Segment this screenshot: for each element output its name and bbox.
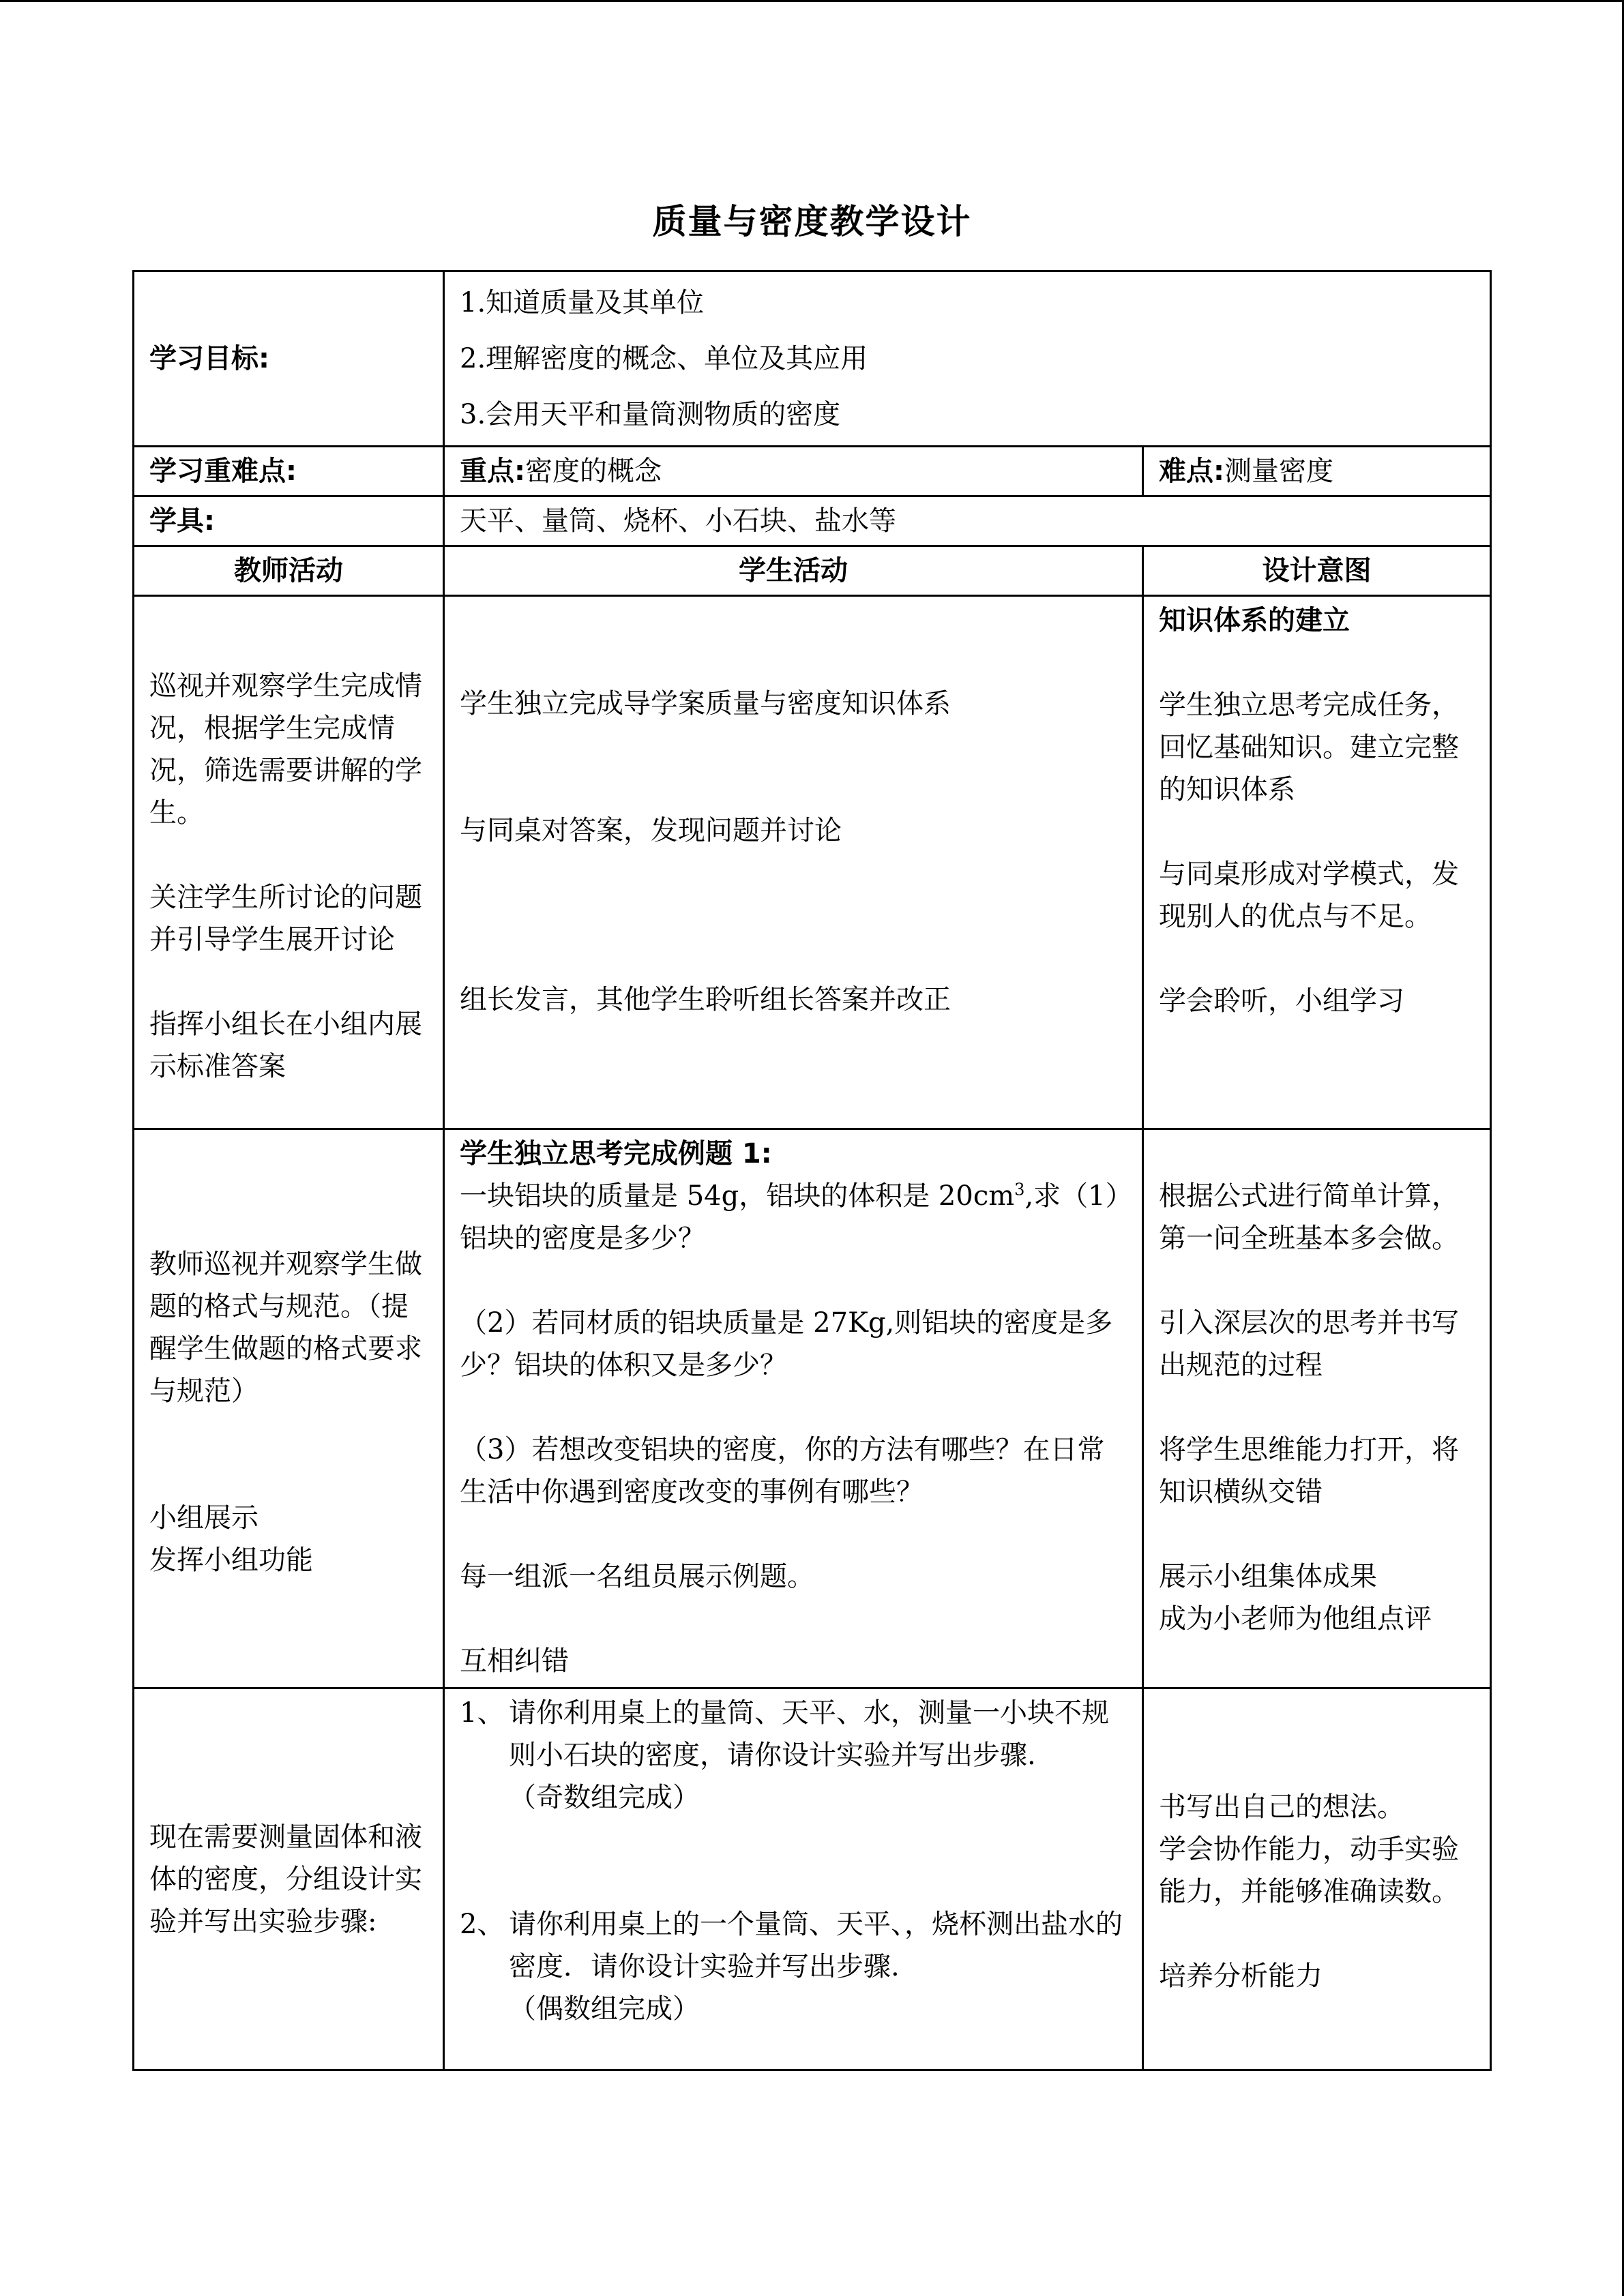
intent-text: 引入深层次的思考并书写出规范的过程: [1159, 1307, 1459, 1381]
task-2: [460, 1903, 1127, 1988]
section-1-row: [134, 596, 1491, 1129]
intent-text: 学会聆听，小组学习: [1159, 985, 1404, 1017]
section-2-student: [444, 1129, 1143, 1688]
objective-item: 3.会用天平和量筒测物质的密度: [460, 399, 841, 430]
focus-text: 密度的概念: [525, 456, 662, 487]
section-1-student: [444, 596, 1143, 1129]
section-2-teacher: [134, 1129, 444, 1688]
task-note: （偶数组完成）: [509, 1993, 700, 2025]
task-text: 请你利用桌上的量筒、天平、水，测量一小块不规则小石块的密度，请你设计实验并写出步骤.: [509, 1697, 1109, 1771]
teacher-text: 发挥小组功能: [149, 1544, 313, 1576]
lesson-plan-table: [132, 270, 1492, 2071]
intent-text: 与同桌形成对学模式，发现别人的优点与不足。: [1159, 859, 1459, 932]
task-number: 2、: [460, 1909, 505, 1940]
teacher-text: 关注学生所讨论的问题并引导学生展开讨论: [149, 881, 422, 955]
difficulty-label: 难点:: [1159, 456, 1224, 487]
document-title: 质量与密度教学设计: [652, 202, 972, 241]
student-text: 组长发言，其他学生聆听组长答案并改正: [460, 984, 951, 1015]
key-points-row: [134, 447, 1491, 496]
question-2: （2）若同材质的铝块质量是 27Kg,则铝块的密度是多少？铝块的体积又是多少？: [460, 1307, 1113, 1381]
question-3: （3）若想改变铝块的密度，你的方法有哪些？在日常生活中你遇到密度改变的事例有哪些？: [460, 1434, 1105, 1508]
page-top-border: [0, 0, 1624, 2]
intent-heading: 知识体系的建立: [1159, 605, 1350, 636]
tools-row: [134, 496, 1491, 546]
teacher-text: 指挥小组长在小组内展示标准答案: [149, 1008, 422, 1082]
teacher-text: 教师巡视并观察学生做题的格式与规范。（提醒学生做题的格式要求与规范）: [149, 1248, 422, 1407]
tools-text: 天平、量筒、烧杯、小石块、盐水等: [444, 496, 1491, 546]
intent-text: 根据公式进行简单计算，第一问全班基本多会做。: [1159, 1180, 1459, 1254]
objectives-row: [134, 271, 1491, 447]
section-1-intent: [1143, 596, 1491, 1129]
question-1: 一块铝块的质量是 54g，铝块的体积是 $20cm^3$,求（1）铝块的密度是多少？: [460, 1180, 1119, 1254]
section-2-row: [134, 1129, 1491, 1688]
teacher-text: 现在需要测量固体和液体的密度，分组设计实验并写出实验步骤:: [149, 1821, 422, 1937]
student-text: 与同桌对答案，发现问题并讨论: [460, 815, 842, 846]
focus-label: 重点:: [460, 456, 525, 487]
task-number: 1、: [460, 1697, 505, 1729]
task-note: （奇数组完成）: [509, 1782, 700, 1813]
teacher-text: 小组展示: [149, 1502, 259, 1534]
section-2-intent: [1143, 1129, 1491, 1688]
intent-text: 成为小老师为他组点评: [1159, 1603, 1432, 1635]
intent-text: 学会协作能力，动手实验能力，并能够准确读数。: [1159, 1833, 1459, 1907]
intent-text: 培养分析能力: [1159, 1960, 1323, 1992]
section-1-teacher: [134, 596, 444, 1129]
intent-text: 学生独立思考完成任务，回忆基础知识。建立完整的知识体系: [1159, 689, 1459, 805]
objectives-list: [444, 271, 1491, 447]
objective-item: 1.知道质量及其单位: [460, 287, 705, 318]
difficulty-cell: [1143, 447, 1491, 496]
objectives-label: 学习目标:: [134, 271, 444, 447]
header-design-intent: 设计意图: [1143, 546, 1491, 596]
intent-text: 将学生思维能力打开，将知识横纵交错: [1159, 1434, 1459, 1508]
task-1: [460, 1692, 1127, 1776]
section-3-student: [444, 1688, 1143, 2070]
difficulty-text: 测量密度: [1224, 456, 1333, 487]
student-text: 学生独立完成导学案质量与密度知识体系: [460, 688, 951, 719]
example-heading: 学生独立思考完成例题 1:: [460, 1138, 772, 1169]
section-3-intent: [1143, 1688, 1491, 2070]
teacher-text: 巡视并观察学生完成情况，根据学生完成情况，筛选需要讲解的学生。: [149, 670, 422, 829]
tools-label: 学具:: [134, 496, 444, 546]
header-student-activity: 学生活动: [444, 546, 1143, 596]
task-text: 请你利用桌上的一个量筒、天平、，烧杯测出盐水的密度．请你设计实验并写出步骤.: [509, 1909, 1123, 1982]
key-points-label: 学习重难点:: [134, 447, 444, 496]
intent-text: 展示小组集体成果: [1159, 1561, 1377, 1592]
section-3-teacher: [134, 1688, 444, 2070]
header-row: [134, 546, 1491, 596]
student-text: 互相纠错: [460, 1645, 569, 1677]
intent-text: 书写出自己的想法。: [1159, 1791, 1404, 1823]
student-text: 每一组派一名组员展示例题。: [460, 1561, 814, 1592]
objective-item: 2.理解密度的概念、单位及其应用: [460, 343, 868, 374]
section-3-row: [134, 1688, 1491, 2070]
header-teacher-activity: 教师活动: [134, 546, 444, 596]
focus-cell: [444, 447, 1143, 496]
